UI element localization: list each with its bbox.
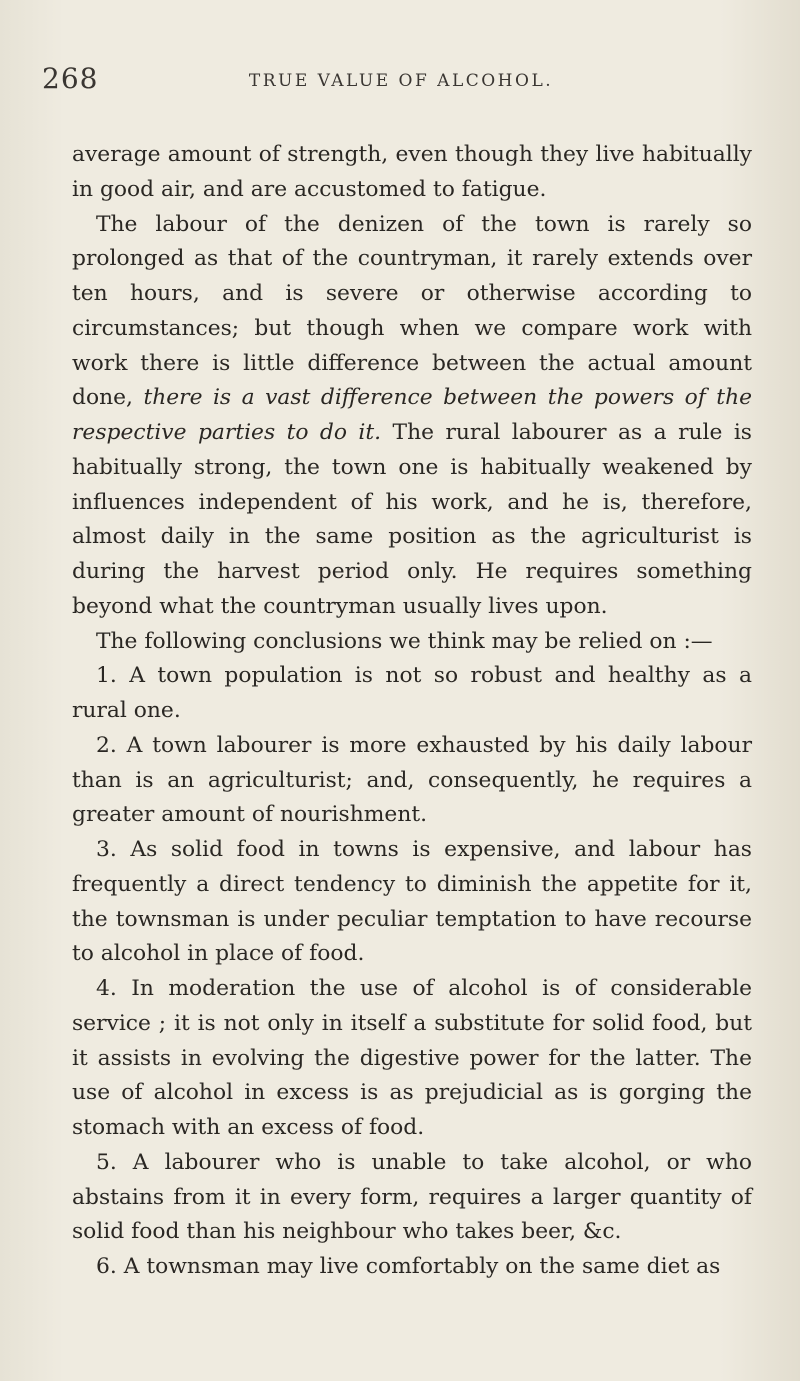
paragraph-2-text-a: The labour of the denizen of the town is rarely so prolonged as that of the countryman, it rarely extends over ten hours, and is severe or otherwise according to circumstances; but though when we compare work with work there is little difference between the actual amount done,: [72, 211, 752, 411]
page-header: [42, 62, 760, 102]
running-title: TRUE VALUE OF ALCOHOL.: [248, 71, 554, 91]
paragraph-1: average amount of strength, even though they live habitually in good air, and are accustomed to fatigue.: [72, 142, 752, 202]
conclusion-3: 3. As solid food in towns is expensive, and labour has frequently a direct tendency to diminish the appetite for it, the townsman is under peculiar temptation to have recourse to alcohol in place of food.: [72, 837, 752, 967]
conclusion-4: 4. In moderation the use of alcohol is of considerable service ; it is not only in itself a substitute for solid food, but it assists in evolving the digestive power for the latter. The use of alcohol in excess is as prejudicial as is gorging the stomach with an excess of food.: [72, 976, 752, 1140]
page-number: 268: [42, 62, 99, 95]
paragraph-2-italic: there is a vast difference between the powers of the respective parties to do it.: [72, 385, 753, 445]
body-text: [72, 138, 752, 1285]
conclusion-5: 5. A labourer who is unable to take alcohol, or who abstains from it in every form, requires a larger quantity of solid food than his neighbour who takes beer, &c.: [72, 1149, 752, 1245]
paragraph-2: [72, 208, 752, 625]
conclusion-6: 6. A townsman may live comfortably on the same diet as: [95, 1254, 721, 1279]
conclusion-1: 1. A town population is not so robust and healthy as a rural one.: [72, 663, 752, 723]
paragraph-2-text-b: The rural labourer as a rule is habitually strong, the town one is habitually weakened by influences independent of his work, and he is, therefore, almost daily in the same position as the agriculturist is during the harvest period only. He requires something beyond what the countryman usually lives upon.: [72, 420, 752, 619]
paragraph-3: The following conclusions we think may be relied on :—: [95, 628, 713, 654]
conclusion-2: 2. A town labourer is more exhausted by his daily labour than is an agriculturist; and, consequently, he requires a greater amount of nourishment.: [72, 732, 752, 828]
